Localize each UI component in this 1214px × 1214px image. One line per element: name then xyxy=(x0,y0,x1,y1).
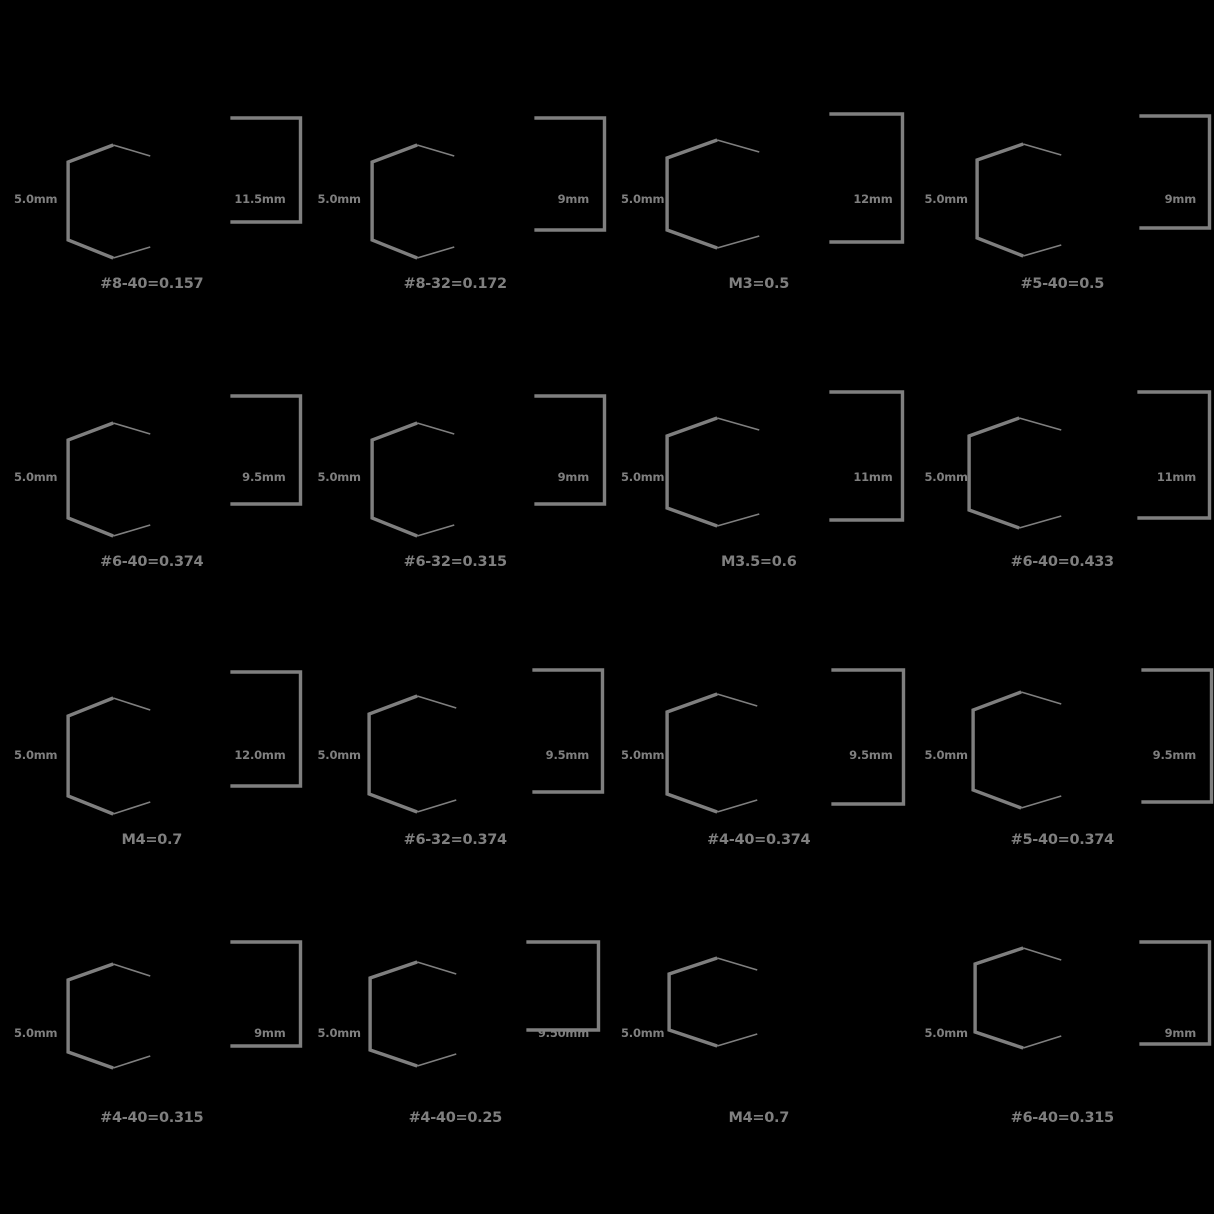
grid-spacer xyxy=(607,0,911,100)
figure-caption: #8-40=0.157 xyxy=(100,276,204,292)
figure-cell xyxy=(911,934,1214,1212)
right-dimension-label: 12mm xyxy=(853,192,893,206)
right-dimension-label: 9.5mm xyxy=(1152,748,1196,762)
figure-caption: M3.5=0.6 xyxy=(720,554,797,570)
left-dimension-label: 5.0mm xyxy=(14,470,58,484)
right-dimension-label: 9mm xyxy=(557,192,589,206)
right-dimension-label: 11.5mm xyxy=(234,192,286,206)
right-dimension-label: 9.5mm xyxy=(545,748,589,762)
left-dimension-label: 5.0mm xyxy=(14,748,58,762)
grid-spacer xyxy=(911,0,1214,100)
right-dimension-label: 9mm xyxy=(1164,1026,1196,1040)
figure-cell xyxy=(0,378,304,656)
figure-cell xyxy=(607,934,911,1212)
figure-caption: #6-32=0.315 xyxy=(403,554,507,570)
grid-spacer xyxy=(304,0,608,100)
figure-cell xyxy=(911,100,1214,378)
figure-cell xyxy=(911,378,1214,656)
right-dimension-label: 9.5mm xyxy=(242,470,286,484)
left-dimension-label: 5.0mm xyxy=(621,192,665,206)
right-dimension-label: 11mm xyxy=(1156,470,1196,484)
figure-caption: #4-40=0.315 xyxy=(100,1110,204,1126)
right-dimension-label: 9.5mm xyxy=(849,748,893,762)
left-dimension-label: 5.0mm xyxy=(317,748,361,762)
figure-cell xyxy=(607,656,911,934)
figure-caption: #5-40=0.374 xyxy=(1010,832,1114,848)
figure-cell xyxy=(304,100,608,378)
figure-cell xyxy=(607,378,911,656)
right-dimension-label: 9.50mm xyxy=(537,1026,589,1040)
right-dimension-label: 12.0mm xyxy=(234,748,286,762)
left-dimension-label: 5.0mm xyxy=(924,1026,968,1040)
figure-cell xyxy=(911,656,1214,934)
figure-caption: #6-40=0.433 xyxy=(1010,554,1114,570)
left-dimension-label: 5.0mm xyxy=(924,470,968,484)
left-dimension-label: 5.0mm xyxy=(621,748,665,762)
figure-caption: M4=0.7 xyxy=(728,1110,790,1126)
left-dimension-label: 5.0mm xyxy=(317,1026,361,1040)
figure-cell xyxy=(0,100,304,378)
left-dimension-label: 5.0mm xyxy=(924,192,968,206)
left-dimension-label: 5.0mm xyxy=(14,1026,58,1040)
left-dimension-label: 5.0mm xyxy=(317,470,361,484)
right-dimension-label: 11mm xyxy=(853,470,893,484)
figure-cell xyxy=(304,378,608,656)
right-dimension-label: 9mm xyxy=(557,470,589,484)
figure-caption: #4-40=0.25 xyxy=(408,1110,502,1126)
left-dimension-label: 5.0mm xyxy=(621,470,665,484)
figure-caption: M4=0.7 xyxy=(121,832,183,848)
figure-caption: #6-40=0.315 xyxy=(1010,1110,1114,1126)
figure-caption: #8-32=0.172 xyxy=(403,276,507,292)
figure-cell xyxy=(304,656,608,934)
left-dimension-label: 5.0mm xyxy=(621,1026,665,1040)
figure-cell xyxy=(607,100,911,378)
right-dimension-label: 9mm xyxy=(254,1026,286,1040)
grid-spacer xyxy=(0,0,304,100)
figure-caption: #6-40=0.374 xyxy=(100,554,204,570)
right-dimension-label: 9mm xyxy=(1164,192,1196,206)
figure-caption: #4-40=0.374 xyxy=(707,832,811,848)
figure-cell xyxy=(304,934,608,1212)
left-dimension-label: 5.0mm xyxy=(14,192,58,206)
figure-caption: #6-32=0.374 xyxy=(403,832,507,848)
figure-cell xyxy=(0,934,304,1212)
figure-caption: #5-40=0.5 xyxy=(1020,276,1105,292)
left-dimension-label: 5.0mm xyxy=(317,192,361,206)
figure-cell xyxy=(0,656,304,934)
figure-caption: M3=0.5 xyxy=(728,276,790,292)
left-dimension-label: 5.0mm xyxy=(924,748,968,762)
